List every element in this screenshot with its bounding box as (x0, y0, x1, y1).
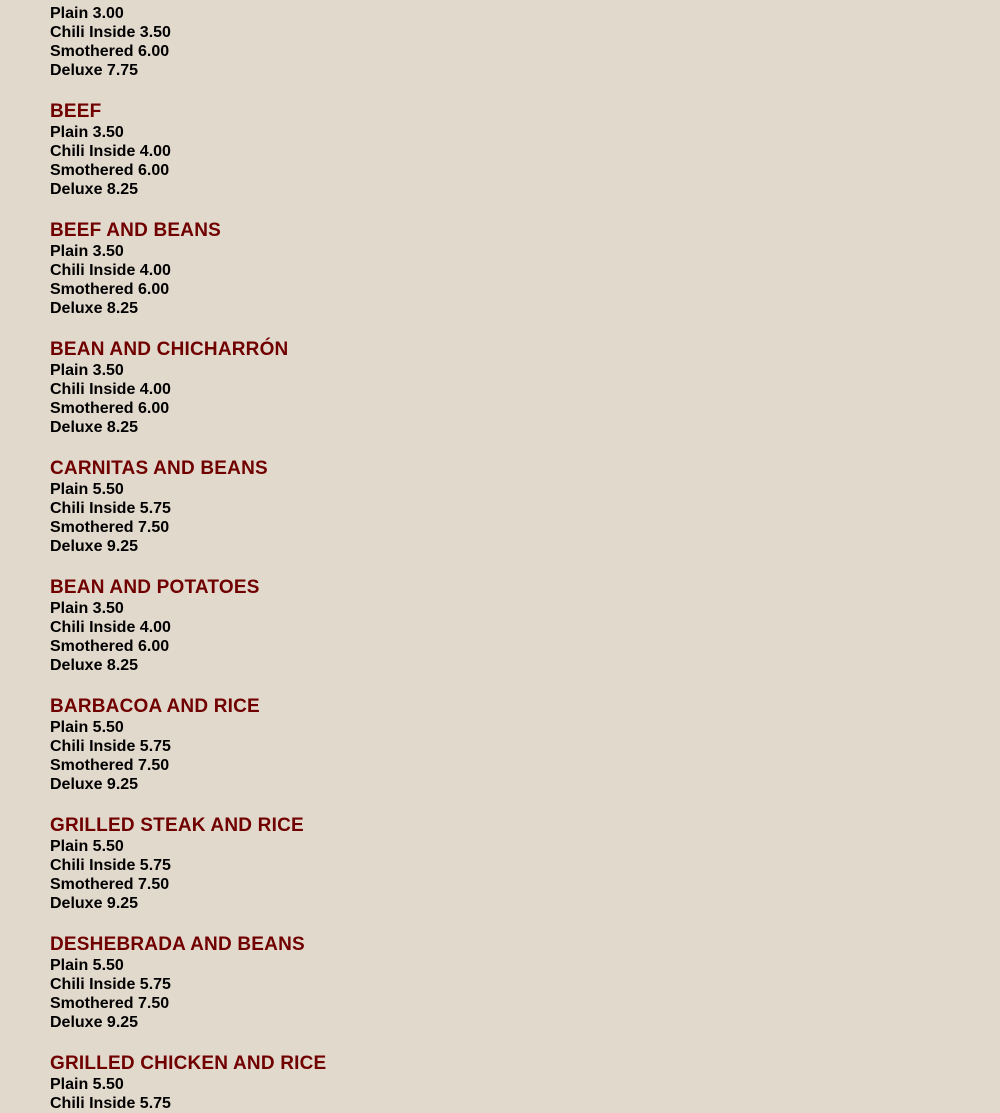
menu-item: Chili Inside 5.75 (50, 738, 171, 755)
menu-section (50, 458, 326, 556)
menu-item: Deluxe 8.25 (50, 181, 139, 198)
menu-item: Plain 5.50 (50, 838, 124, 855)
menu-item: Plain 3.50 (50, 600, 124, 617)
menu-section (50, 220, 326, 318)
menu-item: Plain 5.50 (50, 1076, 124, 1093)
menu-item: Deluxe 9.25 (50, 1014, 139, 1031)
menu-item: Smothered 6.00 (50, 162, 170, 179)
menu-item: Deluxe 8.25 (50, 300, 139, 317)
menu-section (50, 934, 326, 1032)
section-heading: GRILLED STEAK AND RICE (50, 815, 304, 836)
menu-item: Chili Inside 5.75 (50, 857, 171, 874)
section-spacer (50, 1032, 326, 1053)
menu-item: Chili Inside 5.75 (50, 1095, 171, 1112)
section-spacer (50, 80, 326, 101)
menu-item: Smothered 6.00 (50, 43, 170, 60)
menu-item: Smothered 7.50 (50, 995, 170, 1012)
menu-item: Plain 3.00 (50, 5, 124, 22)
menu-item: Plain 5.50 (50, 719, 124, 736)
section-heading: GRILLED CHICKEN AND RICE (50, 1053, 327, 1074)
section-heading: BEAN AND POTATOES (50, 577, 260, 598)
menu-section (50, 4, 326, 80)
section-heading: CARNITAS AND BEANS (50, 458, 268, 479)
section-spacer (50, 794, 326, 815)
menu-item: Plain 3.50 (50, 243, 124, 260)
menu-section (50, 339, 326, 437)
menu-item: Smothered 6.00 (50, 281, 170, 298)
section-spacer (50, 913, 326, 934)
menu-list (50, 4, 326, 1113)
menu-item: Deluxe 8.25 (50, 657, 139, 674)
menu-item: Plain 5.50 (50, 481, 124, 498)
section-spacer (50, 199, 326, 220)
menu-item: Smothered 7.50 (50, 757, 170, 774)
section-heading: BEEF (50, 101, 102, 122)
menu-item: Deluxe 7.75 (50, 62, 139, 79)
section-spacer (50, 556, 326, 577)
menu-item: Smothered 7.50 (50, 876, 170, 893)
menu-section (50, 1053, 326, 1113)
menu-item: Deluxe 9.25 (50, 895, 139, 912)
menu-item: Smothered 6.00 (50, 400, 170, 417)
section-heading: BEAN AND CHICHARRÓN (50, 339, 289, 360)
section-spacer (50, 675, 326, 696)
menu-item: Plain 3.50 (50, 362, 124, 379)
section-heading: DESHEBRADA AND BEANS (50, 934, 305, 955)
menu-item: Deluxe 9.25 (50, 776, 139, 793)
section-spacer (50, 318, 326, 339)
menu-section (50, 577, 326, 675)
menu-item: Deluxe 8.25 (50, 419, 139, 436)
menu-section (50, 815, 326, 913)
menu-item: Deluxe 9.25 (50, 538, 139, 555)
menu-section (50, 696, 326, 794)
section-heading: BEEF AND BEANS (50, 220, 221, 241)
menu-item: Chili Inside 5.75 (50, 976, 171, 993)
menu-item: Chili Inside 3.50 (50, 24, 171, 41)
menu-item: Chili Inside 4.00 (50, 381, 171, 398)
menu-item: Plain 3.50 (50, 124, 124, 141)
menu-item: Chili Inside 4.00 (50, 262, 171, 279)
section-heading: BARBACOA AND RICE (50, 696, 260, 717)
menu-item: Chili Inside 4.00 (50, 619, 171, 636)
menu-item: Smothered 6.00 (50, 638, 170, 655)
menu-item: Chili Inside 5.75 (50, 500, 171, 517)
menu-item: Smothered 7.50 (50, 519, 170, 536)
menu-item: Plain 5.50 (50, 957, 124, 974)
section-spacer (50, 437, 326, 458)
menu-item: Chili Inside 4.00 (50, 143, 171, 160)
menu-section (50, 101, 326, 199)
